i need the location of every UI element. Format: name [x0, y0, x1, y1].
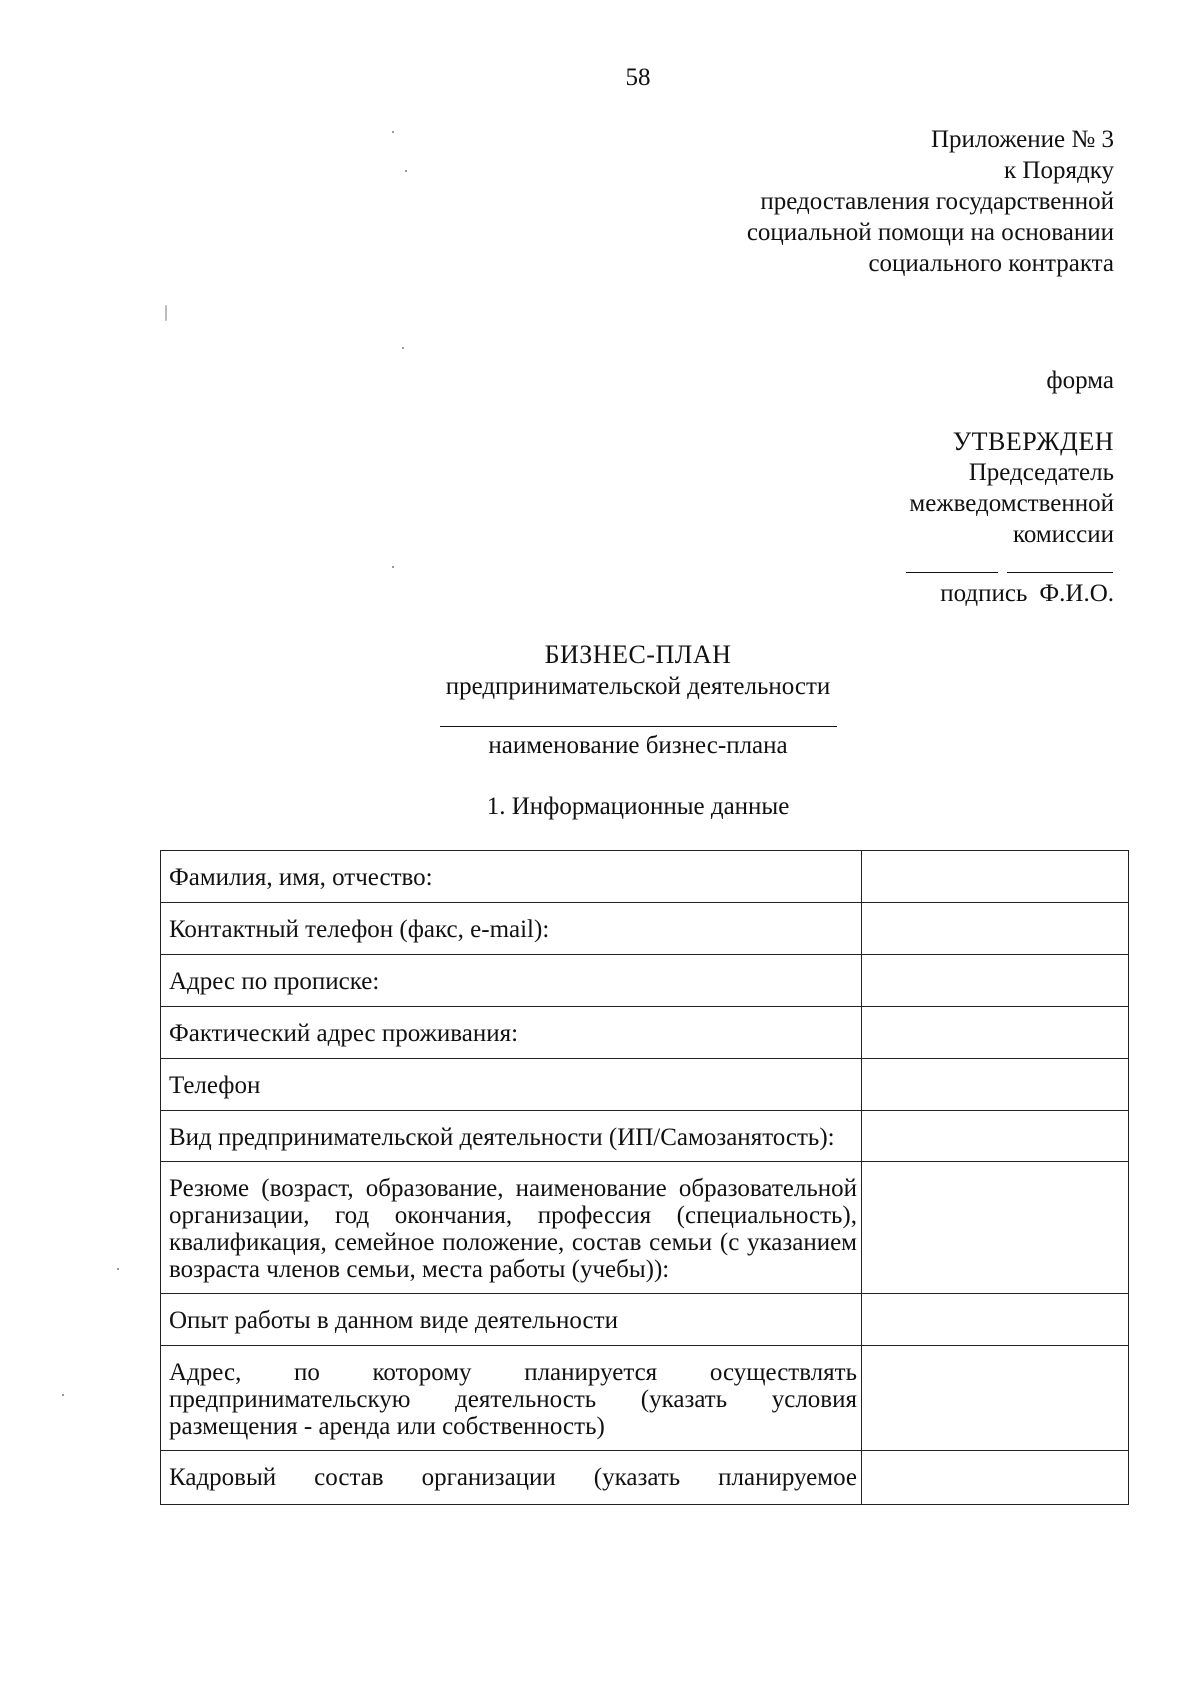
table-row: [161, 1451, 1129, 1505]
page-number: 58: [625, 64, 651, 91]
row-value-field[interactable]: [862, 1162, 1129, 1294]
row-label: Резюме (возраст, образование, наименование образовательной организации, год окончания, профессия (специальность), квалификация, семейное положение, состав семьи (с указанием возраста членов семьи, места работы (учебы)):: [161, 1162, 862, 1294]
table-row: [161, 955, 1129, 1007]
scan-speck: [165, 305, 167, 321]
approval-line: межведомственной: [909, 490, 1114, 517]
row-label: Адрес, по которому планируется осуществлять предпринимательскую деятельность (указать условия размещения - аренда или собственность): [161, 1346, 862, 1451]
table-row: [161, 903, 1129, 955]
row-value-field[interactable]: [862, 1059, 1129, 1111]
row-label: Кадровый состав организации (указать планируемое: [161, 1451, 862, 1505]
section-title: 1. Информационные данные: [486, 793, 790, 820]
table-row: [161, 1162, 1129, 1294]
plan-name-line: [440, 726, 837, 727]
approval-line: Председатель: [968, 459, 1114, 486]
signature-captions: [940, 580, 1114, 608]
approval-title: УТВЕРЖДЕН: [952, 427, 1114, 456]
row-label: Фактический адрес проживания:: [161, 1007, 862, 1059]
table-row: [161, 1007, 1129, 1059]
approval-block: [909, 426, 1114, 550]
row-value-field[interactable]: [862, 1294, 1129, 1346]
appendix-line: к Порядку: [1004, 157, 1114, 184]
table-row: [161, 1294, 1129, 1346]
row-value-field[interactable]: [862, 955, 1129, 1007]
row-label: Опыт работы в данном виде деятельности: [161, 1294, 862, 1346]
scan-speck: [392, 131, 394, 133]
row-value-field[interactable]: [862, 1111, 1129, 1162]
appendix-block: [747, 124, 1114, 279]
row-label: Контактный телефон (факс, e-mail):: [161, 903, 862, 955]
scan-speck: [402, 347, 404, 349]
signature-caption: подпись: [940, 580, 1028, 607]
row-label: Телефон: [161, 1059, 862, 1111]
row-label: Фамилия, имя, отчество:: [161, 851, 862, 903]
scan-speck: [392, 566, 394, 568]
table-row: [161, 1059, 1129, 1111]
row-value-field[interactable]: [862, 851, 1129, 903]
scan-speck: [62, 1394, 64, 1396]
fio-caption: Ф.И.О.: [1039, 580, 1114, 607]
appendix-line: социальной помощи на основании: [746, 219, 1114, 246]
row-value-field[interactable]: [862, 1007, 1129, 1059]
signature-line: [906, 572, 998, 573]
row-value-field[interactable]: [862, 903, 1129, 955]
name-line: [1007, 572, 1113, 573]
scan-speck: [405, 170, 407, 172]
row-label: Адрес по прописке:: [161, 955, 862, 1007]
row-value-field[interactable]: [862, 1451, 1129, 1505]
info-table: [160, 850, 1129, 1505]
form-label: форма: [1046, 367, 1114, 394]
document-title: БИЗНЕС-ПЛАН: [544, 640, 732, 669]
scan-speck: [117, 1268, 119, 1270]
row-label: Вид предпринимательской деятельности (ИП/Самозанятость):: [161, 1111, 862, 1162]
appendix-line: социального контракта: [868, 250, 1114, 277]
table-row: [161, 1111, 1129, 1162]
approval-line: комиссии: [1012, 521, 1114, 548]
signature-lines: [906, 572, 1114, 574]
appendix-line: предоставления государственной: [760, 188, 1114, 215]
appendix-line: Приложение № 3: [930, 126, 1114, 153]
table-row: [161, 851, 1129, 903]
document-subtitle: предпринимательской деятельности: [445, 673, 831, 700]
row-value-field[interactable]: [862, 1346, 1129, 1451]
plan-name-caption: наименование бизнес-плана: [488, 732, 788, 759]
table-row: [161, 1346, 1129, 1451]
